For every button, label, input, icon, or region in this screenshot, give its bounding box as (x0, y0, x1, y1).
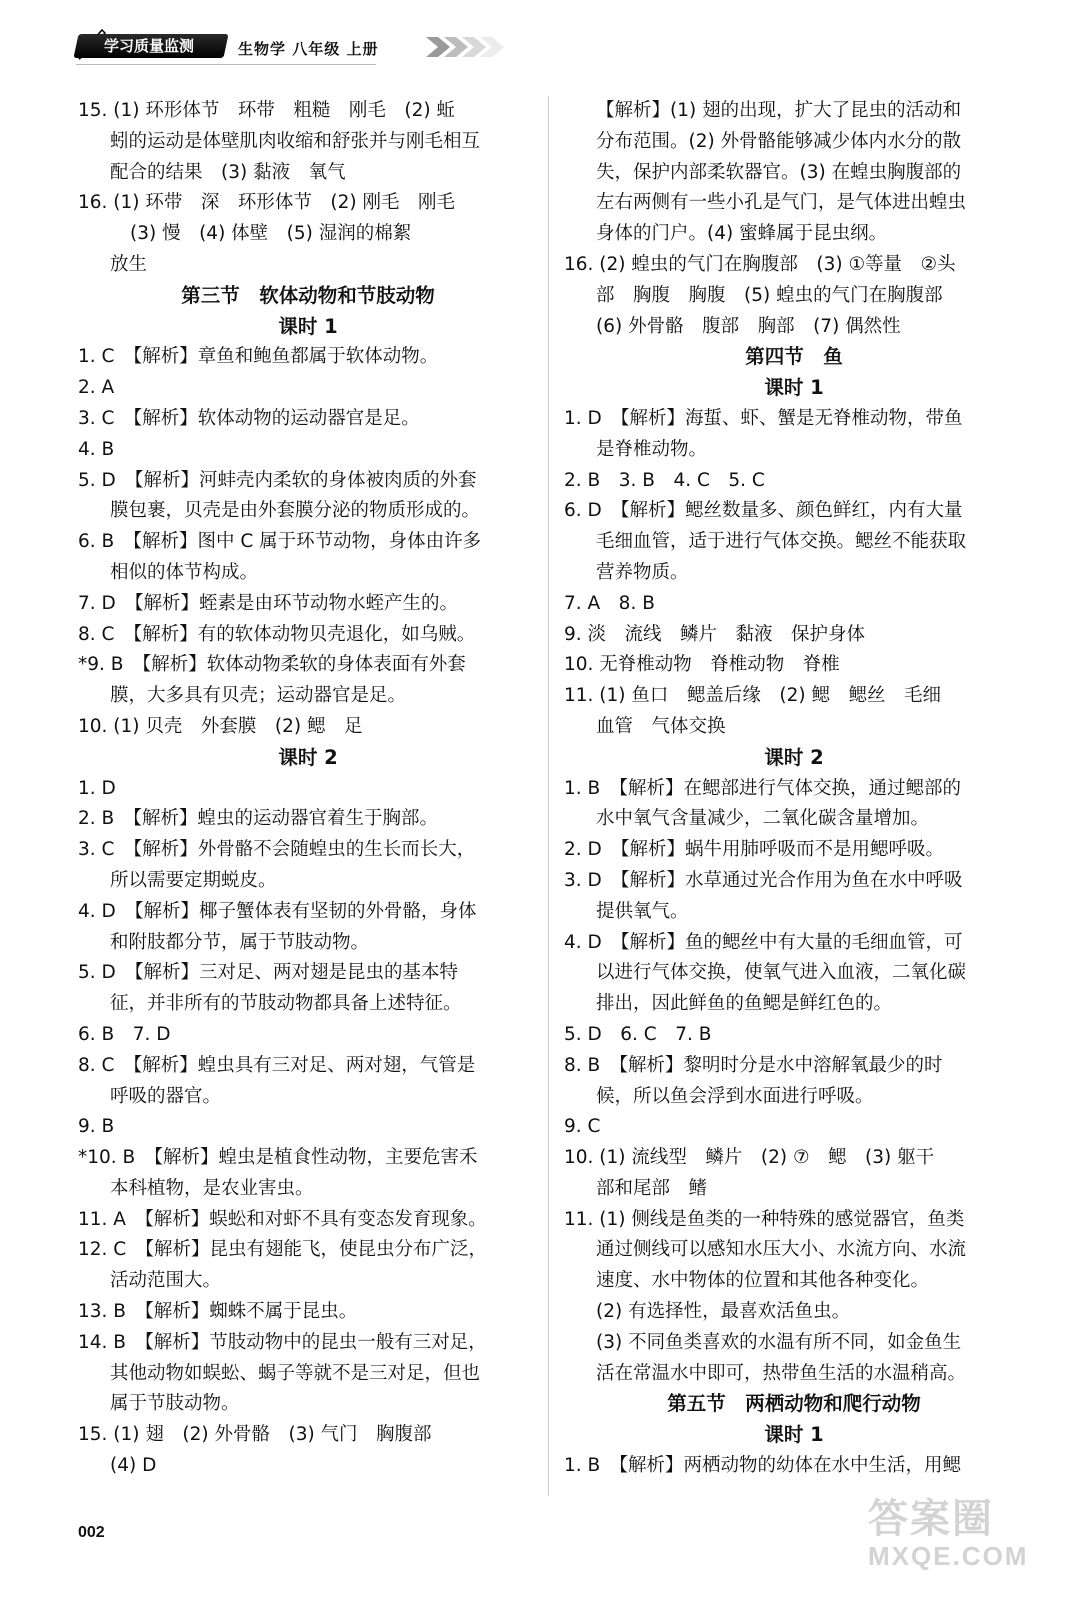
answer-line: 12. C 【解析】昆虫有翅能飞，使昆虫分布广泛， (78, 1239, 487, 1261)
answer-line: 配合的结果 (3) 黏液 氧气 (110, 161, 346, 183)
subject-label: 生物学 八年级 上册 (238, 40, 379, 58)
right-column (564, 96, 1024, 1482)
answer-line: 1. C 【解析】章鱼和鲍鱼都属于软体动物。 (78, 346, 439, 368)
answer-line: 属于节肢动物。 (110, 1393, 240, 1415)
section-heading: 课时 1 (764, 1423, 824, 1447)
answer-line: 通过侧线可以感知水压大小、水流方向、水流 (596, 1239, 967, 1261)
answer-line: 9. C (564, 1116, 601, 1138)
answer-line: 9. 淡 流线 鳞片 黏液 保护身体 (564, 623, 866, 645)
answer-line: 所以需要定期蜕皮。 (110, 869, 277, 891)
watermark (868, 1496, 1038, 1576)
answer-line: 6. B 【解析】图中 C 属于环节动物，身体由许多 (78, 531, 482, 553)
answer-line: 8. C 【解析】有的软体动物贝壳退化，如乌贼。 (78, 623, 476, 645)
answer-line: 放生 (110, 253, 148, 275)
answer-line: 2. A (78, 377, 115, 399)
answer-line: 3. C 【解析】外骨骼不会随蝗虫的生长而长大， (78, 839, 476, 861)
answer-line: 5. D 6. C 7. B (564, 1023, 712, 1045)
header-rule (76, 64, 376, 65)
answer-line: 13. B 【解析】蜘蛛不属于昆虫。 (78, 1301, 358, 1323)
answer-line: 部和尾部 鳍 (596, 1177, 708, 1199)
answer-line: 毛细血管，适于进行气体交换。鳃丝不能获取 (596, 531, 967, 553)
answer-line: 16. (1) 环带 深 环形体节 (2) 刚毛 刚毛 (78, 192, 455, 214)
answer-line: 4. D 【解析】鱼的鳃丝中有大量的毛细血管，可 (564, 931, 963, 953)
answer-line: 膜，大多具有贝壳；运动器官是足。 (110, 685, 407, 707)
answer-line: 2. B 3. B 4. C 5. C (564, 469, 765, 491)
section-heading: 课时 2 (764, 745, 824, 769)
column-divider (548, 96, 549, 1496)
answer-line: 4. B (78, 438, 115, 460)
answer-line: 营养物质。 (596, 561, 689, 583)
page-number: 002 (78, 1524, 105, 1541)
section-heading: 第五节 两栖动物和爬行动物 (667, 1392, 921, 1416)
answer-line: 11. (1) 侧线是鱼类的一种特殊的感觉器官，鱼类 (564, 1208, 965, 1230)
answer-line: (4) D (110, 1455, 157, 1477)
answer-line: 候，所以鱼会浮到水面进行呼吸。 (596, 1085, 874, 1107)
answer-line: 5. D 【解析】三对足、两对翅是昆虫的基本特 (78, 962, 459, 984)
answer-line: 7. D 【解析】蛭素是由环节动物水蛭产生的。 (78, 592, 459, 614)
answer-line: 相似的体节构成。 (110, 561, 259, 583)
answer-line: (3) 慢 (4) 体壁 (5) 湿润的棉絮 (130, 223, 412, 245)
section-heading: 第三节 软体动物和节肢动物 (181, 283, 435, 307)
answer-line: *10. B 【解析】蝗虫是植食性动物，主要危害禾 (78, 1147, 478, 1169)
answer-line: 10. 无脊椎动物 脊椎动物 脊椎 (564, 654, 840, 676)
answer-line: 左右两侧有一些小孔是气门，是气体进出蝗虫 (596, 192, 967, 214)
answer-line: 身体的门户。(4) 蜜蜂属于昆虫纲。 (596, 223, 888, 245)
answer-line: 1. B 【解析】在鳃部进行气体交换，通过鳃部的 (564, 777, 961, 799)
answer-line: 6. B 7. D (78, 1023, 171, 1045)
answer-line: 5. D 【解析】河蚌壳内柔软的身体被肉质的外套 (78, 469, 477, 491)
answer-line: 失，保护内部柔软器官。(3) 在蝗虫胸腹部的 (596, 161, 962, 183)
answer-line: 呼吸的器官。 (110, 1085, 222, 1107)
answer-line: 1. B 【解析】两栖动物的幼体在水中生活，用鳃 (564, 1455, 961, 1477)
answer-line: 活在常温水中即可，热带鱼生活的水温稍高。 (596, 1362, 967, 1384)
left-column (78, 96, 538, 1482)
watermark-top: 答案圈 (868, 1497, 994, 1541)
brand-label: 学习质量监测 (73, 34, 228, 58)
answer-line: 以进行气体交换，使氧气进入血液，二氧化碳 (596, 962, 967, 984)
answer-line: 1. D (78, 777, 116, 799)
answer-line: 8. C 【解析】蝗虫具有三对足、两对翅，气管是 (78, 1054, 476, 1076)
answer-line: 11. (1) 鱼口 鳃盖后缘 (2) 鳃 鳃丝 毛细 (564, 685, 941, 707)
answer-line: 10. (1) 贝壳 外套膜 (2) 鳃 足 (78, 715, 363, 737)
answer-line: 分布范围。(2) 外骨骼能够减少体内水分的散 (596, 130, 962, 152)
answer-line: (6) 外骨骼 腹部 胸部 (7) 偶然性 (596, 315, 901, 337)
section-heading: 课时 2 (278, 745, 338, 769)
answer-line: 膜包裹，贝壳是由外套膜分泌的物质形成的。 (110, 500, 481, 522)
answer-line: 11. A 【解析】蜈蚣和对虾不具有变态发育现象。 (78, 1208, 487, 1230)
answer-line: 排出，因此鲜鱼的鱼鳃是鲜红色的。 (596, 993, 893, 1015)
answer-line: 本科植物，是农业害虫。 (110, 1177, 314, 1199)
answer-line: 速度、水中物体的位置和其他各种变化。 (596, 1270, 930, 1292)
answer-line: 2. B 【解析】蝗虫的运动器官着生于胸部。 (78, 808, 438, 830)
answer-line: 8. B 【解析】黎明时分是水中溶解氧最少的时 (564, 1054, 943, 1076)
answer-line: 1. D 【解析】海蜇、虾、蟹是无脊椎动物，带鱼 (564, 407, 963, 429)
answer-line: 提供氧气。 (596, 900, 689, 922)
chevrons-icon (426, 34, 506, 60)
answer-line: 9. B (78, 1116, 115, 1138)
answer-line: (2) 有选择性，最喜欢活鱼虫。 (596, 1301, 851, 1323)
answer-line: 活动范围大。 (110, 1270, 222, 1292)
answer-line: 4. D 【解析】椰子蟹体表有坚韧的外骨骼，身体 (78, 900, 477, 922)
answer-line: 其他动物如蜈蚣、蝎子等就不是三对足，但也 (110, 1362, 481, 1384)
answer-line: 15. (1) 翅 (2) 外骨骼 (3) 气门 胸腹部 (78, 1424, 432, 1446)
answer-line: 【解析】(1) 翅的出现，扩大了昆虫的活动和 (596, 100, 962, 121)
answer-line: 16. (2) 蝗虫的气门在胸腹部 (3) ①等量 ②头 (564, 253, 956, 275)
answer-line: *9. B 【解析】软体动物柔软的身体表面有外套 (78, 654, 466, 676)
answer-line: 7. A 8. B (564, 592, 655, 614)
answer-line: 征，并非所有的节肢动物都具备上述特征。 (110, 993, 462, 1015)
answer-line: 和附肢都分节，属于节肢动物。 (110, 931, 370, 953)
answer-line: 2. D 【解析】蜗牛用肺呼吸而不是用鳃呼吸。 (564, 839, 945, 861)
answer-line: 血管 气体交换 (596, 715, 726, 737)
section-heading: 课时 1 (278, 314, 338, 338)
answer-line: 蚓的运动是体壁肌肉收缩和舒张并与刚毛相互 (110, 130, 481, 152)
answer-line: 3. C 【解析】软体动物的运动器官是足。 (78, 407, 420, 429)
answer-line: (3) 不同鱼类喜欢的水温有所不同，如金鱼生 (596, 1331, 962, 1353)
answer-line: 水中氧气含量减少，二氧化碳含量增加。 (596, 808, 930, 830)
answer-line: 部 胸腹 胸腹 (5) 蝗虫的气门在胸腹部 (596, 284, 943, 306)
answer-line: 3. D 【解析】水草通过光合作用为鱼在水中呼吸 (564, 869, 963, 891)
answer-line: 10. (1) 流线型 鳞片 (2) ⑦ 鳃 (3) 躯干 (564, 1147, 935, 1169)
answer-line: 是脊椎动物。 (596, 438, 708, 460)
page-header (76, 30, 516, 64)
section-heading: 第四节 鱼 (745, 345, 843, 369)
section-heading: 课时 1 (764, 376, 824, 400)
answer-line: 14. B 【解析】节肢动物中的昆虫一般有三对足， (78, 1331, 487, 1353)
answer-line: 6. D 【解析】鳃丝数量多、颜色鲜红，内有大量 (564, 500, 963, 522)
answer-line: 15. (1) 环形体节 环带 粗糙 刚毛 (2) 蚯 (78, 100, 455, 121)
watermark-bottom: MXQE.COM (868, 1541, 1029, 1571)
